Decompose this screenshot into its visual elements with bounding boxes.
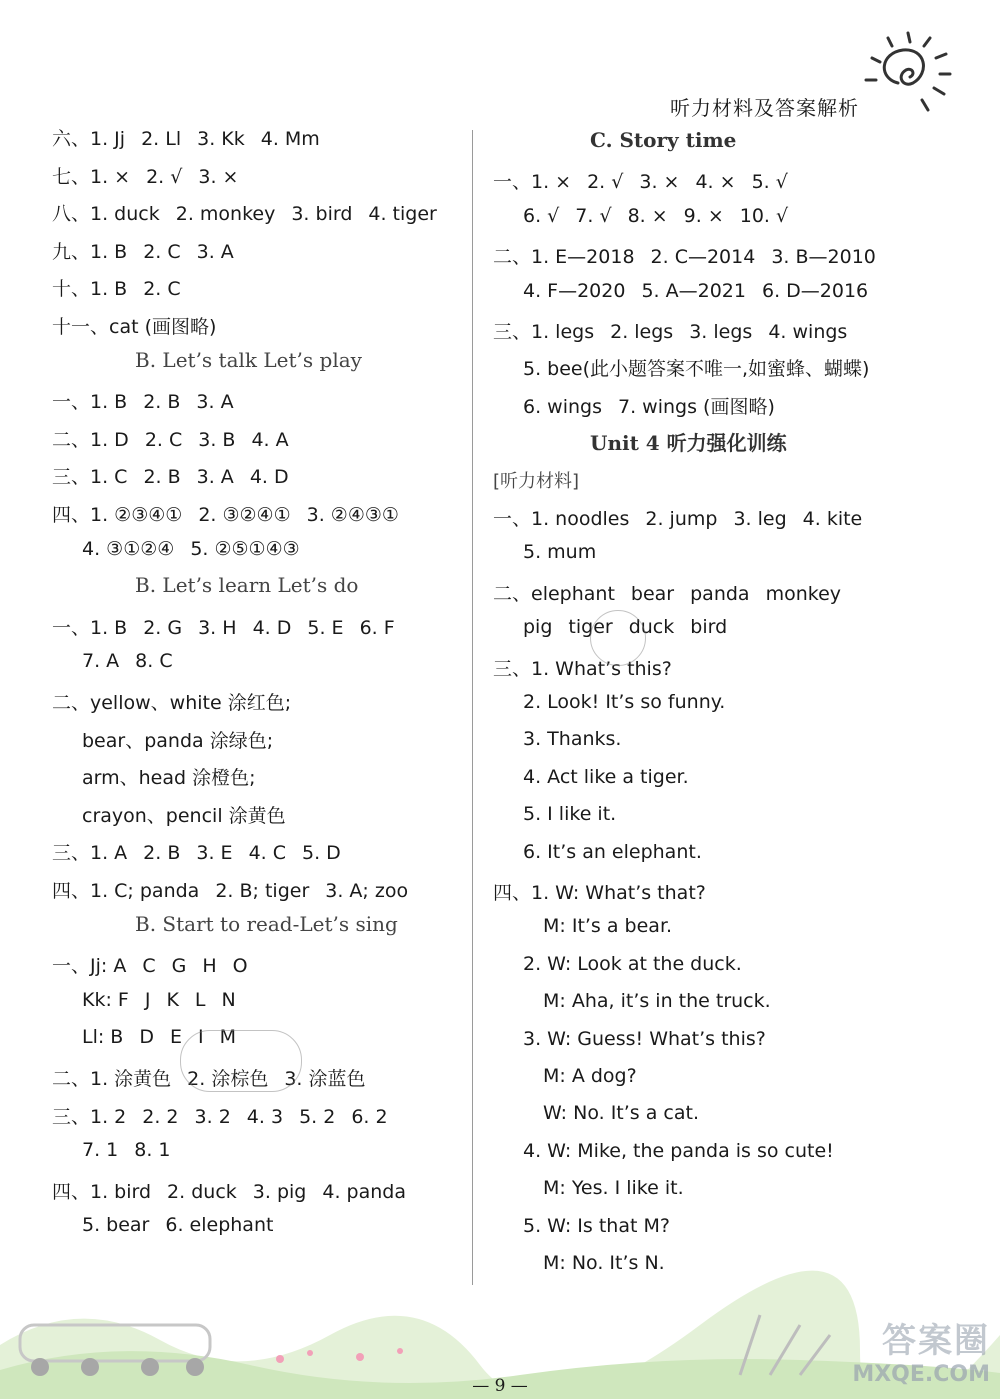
answer-item: 2. 2 (142, 1105, 179, 1128)
answer-line (52, 838, 341, 865)
answer-item: crayon、pencil 涂黄色 (82, 804, 286, 827)
answer-line (523, 1028, 766, 1050)
answer-item: 7. √ (575, 204, 612, 227)
answer-item: 2. C (143, 240, 181, 263)
answer-item: D (139, 1026, 154, 1049)
answer-item: 3. pig (252, 1180, 307, 1203)
answer-item: 7. wings (画图略) (618, 395, 775, 418)
answer-item: M (219, 1026, 237, 1049)
answer-item: 5. I like it. (523, 803, 617, 826)
answer-item: bear、panda 涂绿色; (82, 729, 274, 752)
answer-item: 4. Mm (260, 128, 320, 150)
answer-line (52, 425, 289, 452)
answer-item: 2. jump (645, 508, 718, 530)
answer-line (493, 317, 847, 344)
answer-line (493, 654, 672, 681)
answer-item: 3. A (196, 466, 234, 489)
answer-item: 六、1. Jj (52, 128, 126, 150)
answer-item: 4. D (249, 466, 289, 489)
answer-item: 2. C (143, 278, 181, 301)
stamp-mark (180, 1030, 302, 1092)
answer-item: 三、1. What’s this? (493, 657, 672, 680)
answer-item: 4. kite (802, 508, 863, 530)
answer-item: 4. tiger (368, 203, 437, 226)
answer-item: 2. Look! It’s so funny. (523, 691, 726, 713)
answer-item: 6. elephant (165, 1214, 274, 1237)
answer-line (52, 199, 437, 226)
answer-item: duck (628, 616, 675, 639)
answer-line (52, 312, 216, 339)
answer-item: 4. Act like a tiger. (523, 765, 689, 788)
answer-item: M: A dog? (543, 1065, 637, 1087)
answer-line (52, 387, 234, 414)
answer-item: 9. × (683, 204, 724, 227)
section-heading: Unit 4 听力强化训练 (590, 431, 787, 456)
answer-item: 二、1. 涂黄色 (52, 1068, 172, 1090)
answer-line (82, 1139, 171, 1161)
answer-item: 3. W: Guess! What’s this? (523, 1027, 766, 1050)
answer-line (493, 504, 862, 531)
answer-item: C (142, 955, 156, 978)
sun-swirl-logo-icon (858, 28, 958, 123)
answer-item: 一、1. × (493, 171, 572, 194)
answer-item: 10. √ (739, 204, 789, 227)
answer-item: 七、1. × (52, 165, 131, 188)
answer-line (52, 274, 181, 301)
answer-line (82, 538, 300, 560)
answer-item: N (221, 988, 236, 1011)
answer-item: M: Aha, it’s in the truck. (543, 990, 771, 1013)
answer-item: 三、1. 2 (52, 1105, 127, 1128)
answer-line (82, 1214, 273, 1236)
answer-item: 5. bee(此小题答案不唯一,如蜜蜂、蝴蝶) (523, 358, 870, 381)
answer-item: 4. 3 (246, 1105, 284, 1128)
answer-line (52, 500, 399, 527)
answer-item: 7. 1 (82, 1139, 119, 1162)
answer-item: 4. D (252, 616, 292, 639)
answer-item: 八、1. duck (52, 203, 160, 226)
answer-line (523, 728, 621, 750)
watermark-cn: 答案圈 (882, 1321, 990, 1361)
answer-item: 一、1. B (52, 391, 128, 414)
answer-item: 2. Ll (141, 128, 182, 150)
answer-item: 6. It’s an elephant. (523, 840, 702, 863)
answer-item: 2. B (143, 391, 181, 414)
answer-item: 2. C (144, 428, 183, 451)
answer-line (493, 242, 876, 269)
answer-item: I (198, 1026, 204, 1049)
answer-item: bear (630, 582, 675, 605)
answer-item: 5. W: Is that M? (523, 1214, 670, 1237)
answer-item: 四、1. W: What’s that? (493, 882, 706, 904)
answer-line (523, 803, 616, 825)
answer-item: 8. 1 (134, 1139, 171, 1162)
answer-item: 一、1. B (52, 616, 128, 639)
answer-line (52, 462, 289, 489)
answer-item: tiger (568, 616, 613, 639)
answer-line (543, 915, 672, 937)
answer-item: 2. G (143, 616, 183, 639)
answer-item: 3. A (196, 391, 234, 414)
answer-item: 3. 涂蓝色 (284, 1068, 366, 1090)
answer-line (52, 162, 238, 189)
answer-line (82, 989, 236, 1011)
answer-item: M: No. It’s N. (543, 1252, 665, 1274)
answer-item: 6. √ (523, 204, 560, 227)
answer-item: 6. 2 (351, 1105, 388, 1128)
answer-item: K (166, 988, 179, 1011)
answer-item: 4. C (248, 842, 286, 865)
answer-line (523, 541, 596, 563)
answer-line (493, 167, 788, 194)
answer-item: 3. ②④③① (306, 504, 399, 526)
answer-item: 2. B; tiger (215, 880, 310, 902)
answer-item: E (169, 1026, 182, 1049)
answer-item: 6. wings (523, 395, 602, 418)
answer-line (523, 953, 742, 975)
answer-line (493, 579, 841, 606)
answer-item: 2. ③②④① (198, 504, 291, 526)
answer-item: 3. B—2010 (771, 246, 876, 269)
answer-item: 4. × (695, 171, 736, 194)
answer-item: 4. F—2020 (523, 279, 626, 302)
answer-item: 5. mum (523, 541, 597, 564)
answer-item: 3. × (639, 171, 680, 194)
answer-item: 5. 2 (299, 1105, 336, 1128)
answer-item: 二、1. D (52, 428, 129, 451)
answer-item: 4. A (251, 428, 289, 451)
answer-line (523, 205, 788, 227)
answer-line (52, 1177, 406, 1204)
answer-item: bird (690, 616, 728, 639)
answer-item: 四、1. C; panda (52, 880, 200, 902)
answer-line (523, 1140, 834, 1162)
answer-line (52, 613, 395, 640)
answer-item: 三、1. C (52, 466, 128, 489)
answer-line (493, 878, 706, 905)
answer-item: 6. D—2016 (761, 279, 869, 302)
answer-item: 三、1. A (52, 842, 128, 865)
answer-item: arm、head 涂橙色; (82, 767, 256, 790)
answer-item: 8. C (135, 650, 173, 673)
stamp-mark (590, 610, 646, 666)
section-heading: C. Story time (590, 128, 737, 152)
answer-item: 二、yellow、white 涂红色; (52, 692, 292, 714)
answer-item: 3. A; zoo (325, 880, 409, 902)
answer-item: 5. √ (751, 171, 788, 194)
answer-item: Ll: B (82, 1026, 124, 1049)
answer-line (523, 354, 869, 381)
answer-line (52, 237, 234, 264)
answer-line (523, 1215, 670, 1237)
answer-item: 2. W: Look at the duck. (523, 952, 742, 975)
answer-item: 4. ③①②④ (82, 537, 175, 560)
answer-item: 2. √ (146, 165, 183, 188)
answer-item: O (232, 955, 248, 978)
answer-item: 6. F (359, 616, 395, 639)
answer-item: 3. E (196, 842, 233, 865)
answer-item: J (144, 988, 151, 1011)
answer-item: 5. D (302, 842, 341, 865)
answer-item: 九、1. B (52, 240, 128, 263)
answer-item: 3. B (198, 428, 236, 451)
answer-item: 3. legs (689, 321, 753, 343)
answer-line (52, 876, 408, 903)
answer-item: 一、1. noodles (493, 508, 630, 530)
answer-item: 4. panda (322, 1180, 406, 1203)
answer-item: 四、1. bird (52, 1180, 152, 1203)
answer-item: 5. E (307, 616, 344, 639)
watermark (852, 1313, 990, 1387)
answer-item: 二、elephant (493, 582, 615, 605)
answer-item: 3. bird (291, 203, 353, 226)
section-heading: B. Start to read-Let’s sing (135, 911, 398, 936)
answer-item: 3. Thanks. (523, 728, 622, 751)
answer-line (523, 691, 725, 713)
answer-item: 2. B (143, 466, 181, 489)
answer-item: 3. A (196, 240, 234, 263)
answer-item: 3. leg (733, 508, 787, 530)
answer-item: 5. ②⑤①④③ (190, 537, 300, 560)
answer-line (523, 392, 775, 419)
answer-line (52, 951, 248, 978)
answer-item: 2. B (143, 842, 181, 865)
page-number: — 9 — (472, 1376, 528, 1396)
answer-item: 2. legs (610, 321, 674, 343)
answer-item: pig (523, 616, 553, 639)
answer-line (82, 726, 273, 753)
answer-line (52, 688, 291, 715)
answer-line (52, 1102, 388, 1129)
answer-item: 3. Kk (197, 128, 245, 150)
answer-item: 5. A—2021 (641, 279, 746, 302)
answer-line (82, 650, 173, 672)
answer-item: 2. C—2014 (650, 246, 756, 269)
answer-line (523, 280, 868, 302)
answer-item: 十一、cat (画图略) (52, 316, 217, 338)
answer-item: 5. bear (82, 1214, 150, 1237)
watermark-en: MXQE.COM (852, 1362, 990, 1387)
answer-item: 三、1. legs (493, 321, 595, 343)
answer-item: L (194, 988, 206, 1011)
answer-item: M: It’s a bear. (543, 915, 673, 938)
answer-line (82, 801, 286, 828)
answer-item: 8. × (627, 204, 668, 227)
answer-item: 四、1. ②③④① (52, 504, 183, 526)
answer-item: G (171, 955, 187, 978)
answer-item: H (202, 955, 217, 978)
answer-item: 2. 涂棕色 (187, 1068, 269, 1090)
answer-item: 2. duck (167, 1180, 237, 1203)
answer-line (543, 1177, 684, 1199)
answer-line (82, 763, 256, 790)
answer-line (52, 124, 320, 151)
answer-item: W: No. It’s a cat. (543, 1102, 699, 1125)
section-heading: B. Let’s learn Let’s do (135, 573, 359, 598)
answer-line (523, 841, 702, 863)
answer-line (543, 1102, 699, 1124)
answer-item: 4. W: Mike, the panda is so cute! (523, 1139, 834, 1162)
header-title: 听力材料及答案解析 (670, 96, 859, 120)
answer-item: 一、Jj: A (52, 955, 127, 978)
answer-item: 3. 2 (194, 1105, 231, 1128)
answer-item: panda (690, 582, 750, 605)
answer-line (523, 766, 689, 788)
answer-item: 4. wings (768, 321, 848, 343)
column-divider (472, 130, 473, 1285)
answer-line (543, 1065, 637, 1087)
answer-item: 3. × (198, 165, 239, 188)
answer-item: Kk: F (82, 988, 129, 1011)
answer-item: 十、1. B (52, 278, 128, 301)
answer-item: 二、1. E—2018 (493, 246, 635, 269)
answer-line (543, 990, 771, 1012)
answer-item: 2. monkey (175, 203, 276, 226)
answer-item: 3. H (198, 616, 237, 639)
answer-item: 2. √ (587, 171, 624, 194)
answer-item: M: Yes. I like it. (543, 1177, 684, 1200)
section-heading: B. Let’s talk Let’s play (135, 347, 362, 372)
answer-item: 7. A (82, 650, 120, 673)
answer-item: monkey (765, 582, 842, 605)
bracket-label: [听力材料] (493, 470, 580, 492)
